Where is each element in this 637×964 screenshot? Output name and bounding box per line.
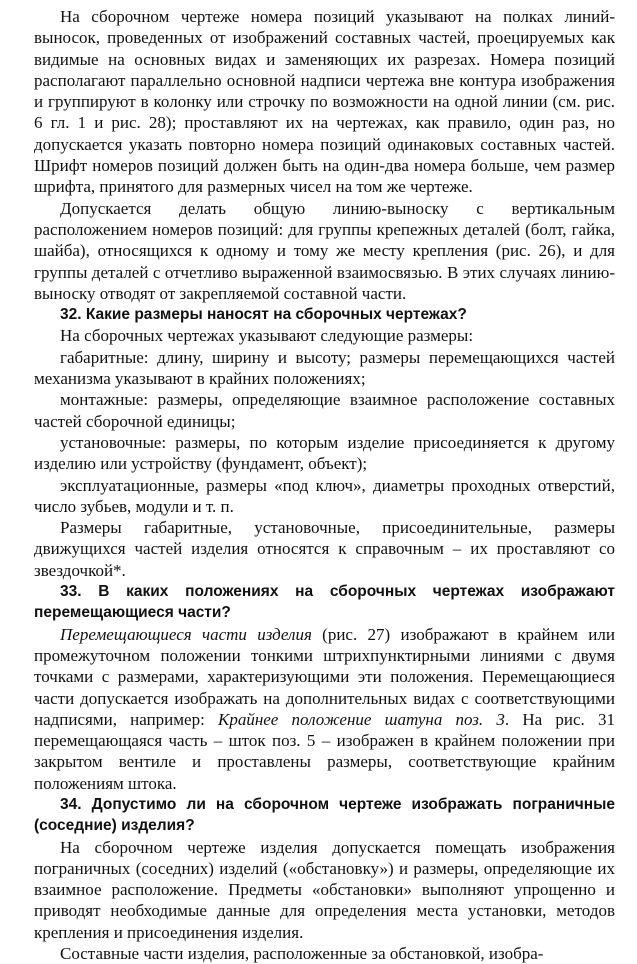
paragraph-overall-dimensions: габаритные: длину, ширину и высоту; размеры перемещающихся частей механизма указывают в крайних положениях;	[34, 347, 615, 389]
moving-parts-text: (рис. 27) изображают в крайнем или промежуточном положении тонкими штрихпунктирными линиями с двумя точками с размерами, характеризующими эти положения. Перемещающиеся части допускается изображать на дополнительных видах с соответствующими надписями, например:	[34, 624, 615, 729]
term-moving-parts: Перемещающиеся части изделия	[60, 624, 312, 644]
moving-parts-text-end: . На рис. 31 перемещающаяся часть – шток поз. 5 – изображен в крайнем положении при закрытом вентиле и проставлены размеры, соответствующие крайним положениям штока.	[34, 709, 616, 793]
paragraph-reference-dimensions: Размеры габаритные, установочные, присоединительные, размеры движущихся частей изделия относятся к справочным – их проставляют со звездочкой*.	[34, 518, 615, 580]
example-inscription: Крайнее положение шатуна поз. 3	[218, 709, 505, 729]
paragraph-dimensions-intro: На сборочных чертежах указывают следующие размеры:	[60, 326, 474, 346]
paragraph-moving-parts	[34, 624, 615, 794]
question-32-heading: 32. Какие размеры наносят на сборочных чертежах?	[60, 306, 467, 324]
paragraph-hidden-parts: Составные части изделия, расположенные за обстановкой, изобра-	[60, 944, 544, 964]
question-34-heading: 34. Допустимо ли на сборочном чертеже изображать пограничные (соседние) изделия?	[34, 795, 615, 835]
paragraph-common-leader: Допускается делать общую линию-выноску с вертикальным расположением номеров позиций: для группы крепежных деталей (болт, гайка, шайба), относящихся к одному и тому же месту крепления (рис. 26), и для группы деталей с отчетливо выраженной взаимосвязью. В этих случаях линию-выноску отводят от закрепляемой составной части.	[34, 198, 615, 303]
paragraph-mounting-dimensions: монтажные: размеры, определяющие взаимное расположение составных частей сборочной единицы;	[34, 390, 615, 431]
paragraph-operational-dimensions: эксплуатационные, размеры «под ключ», диаметры проходных отверстий, число зубьев, модули и т. п.	[34, 475, 615, 516]
question-33-heading: 33. В каких положениях на сборочных чертежах изображают перемещающиеся части?	[34, 583, 615, 622]
paragraph-position-numbers: На сборочном чертеже номера позиций указывают на полках линий-выносок, проведенных от изображений составных частей, проецируемых как видимые на основных видах и заменяющих их разрезах. Номера позиций располагают параллельно основной надписи чертежа вне контура изображения и группируют в колонку или строчку по возможности на одной линии (см. рис. 6 гл. 1 и рис. 28); проставляют их на чертежах, как правило, один раз, но допускается указать повторно номера позиций одинаковых составных частей. Шрифт номеров позиций должен быть на один-два номера больше, чем размер шрифта, принятого для размерных чисел на том же чертеже.	[34, 7, 615, 197]
paragraph-installation-dimensions: установочные: размеры, по которым изделие присоединяется к другому изделию или устройству (фундамент, объект);	[34, 432, 615, 474]
paragraph-adjacent-products: На сборочном чертеже изделия допускается помещать изображения пограничных (соседних) изделий («обстановку») и размеры, определяющие их взаимное расположение. Предметы «обстановки» выполняют упрощенно и приводят необходимые данные для определения места установки, методов крепления и присоединения изделия.	[34, 837, 615, 942]
